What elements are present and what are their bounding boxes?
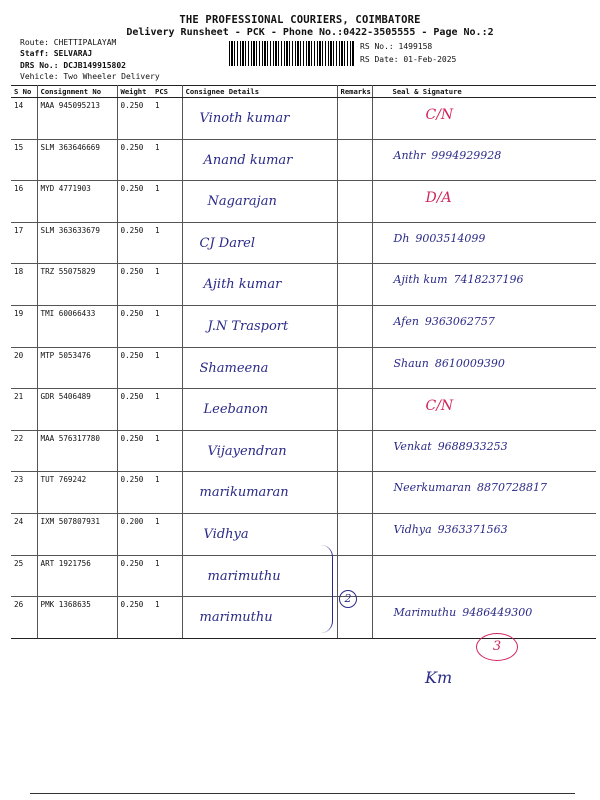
row-phone: 9363062757 [424, 314, 495, 328]
row-pcs: 1 [152, 347, 182, 389]
row-weight: 0.250 [117, 222, 152, 264]
table-row [11, 555, 596, 597]
col-consignee: Consignee Details [182, 86, 337, 98]
row-consignee-cell [182, 305, 337, 347]
row-remarks [337, 472, 372, 514]
row-remarks [337, 389, 372, 431]
col-seal: Seal & Signature [372, 86, 596, 98]
row-consignee-cell [182, 347, 337, 389]
row-seal: C/N [425, 398, 454, 415]
row-consignee-cell [182, 555, 337, 597]
row-consignment-no: TMI 60066433 [37, 305, 117, 347]
row-seal: C/N [425, 107, 454, 123]
col-sno: S No [11, 86, 37, 98]
row-consignee: marimuthu [199, 610, 273, 626]
table-row [11, 305, 596, 347]
row-sno: 14 [11, 98, 37, 140]
row-pcs: 1 [152, 597, 182, 639]
row-pcs: 1 [152, 555, 182, 597]
row-weight: 0.250 [117, 347, 152, 389]
row-consignment-no: TUT 769242 [37, 472, 117, 514]
rs-number: RS No.: 1499158 [360, 42, 433, 51]
row-consignee: Ajith kumar [203, 277, 282, 293]
col-weight: Weight [117, 86, 152, 98]
table-row [11, 222, 596, 264]
row-consignee-cell [182, 430, 337, 472]
row-seal: Neerkumaran [393, 481, 472, 495]
row-consignment-no: MYD 4771903 [37, 181, 117, 223]
row-seal: D/A [425, 190, 452, 207]
row-remarks [337, 430, 372, 472]
row-consignee: Nagarajan [207, 194, 277, 210]
row-seal-cell [372, 305, 596, 347]
row-consignee: J.N Trasport [207, 318, 289, 334]
barcode-image [229, 41, 355, 66]
row-seal-cell [372, 555, 596, 597]
row-phone: 9486449300 [462, 606, 533, 620]
row-consignment-no: MAA 945095213 [37, 98, 117, 140]
vehicle-label: Vehicle: Two Wheeler Delivery [20, 72, 160, 81]
row-consignee: Vinoth kumar [199, 111, 290, 126]
row-consignee-cell [182, 513, 337, 555]
row-consignee-cell [182, 98, 337, 140]
row-seal-cell [372, 347, 596, 389]
row-sno: 25 [11, 555, 37, 597]
row-sno: 26 [11, 597, 37, 639]
row-seal-cell [372, 597, 596, 639]
row-weight: 0.250 [117, 139, 152, 181]
row-remarks [337, 264, 372, 306]
row-consignee: Anand kumar [203, 152, 293, 168]
runsheet-table [11, 85, 596, 639]
table-row [11, 139, 596, 181]
row-pcs: 1 [152, 430, 182, 472]
row-consignment-no: GDR 5406489 [37, 389, 117, 431]
row-phone: 8610009390 [434, 356, 505, 370]
row-pcs: 1 [152, 472, 182, 514]
table-row [11, 513, 596, 555]
row-remarks [337, 513, 372, 555]
row-pcs: 1 [152, 181, 182, 223]
row-sno: 23 [11, 472, 37, 514]
row-weight: 0.250 [117, 305, 152, 347]
row-consignee: CJ Darel [199, 235, 256, 251]
circled-remark: 2 [339, 590, 357, 608]
row-remarks [337, 181, 372, 223]
row-weight: 0.250 [117, 181, 152, 223]
page-bottom-line [30, 793, 575, 794]
row-remarks [337, 139, 372, 181]
col-pcs: PCS [152, 86, 182, 98]
col-consignment: Consignment No [37, 86, 117, 98]
row-sno: 17 [11, 222, 37, 264]
row-phone: 9688933253 [437, 439, 508, 453]
row-consignee-cell [182, 597, 337, 639]
row-pcs: 1 [152, 139, 182, 181]
row-consignment-no: MAA 576317780 [37, 430, 117, 472]
row-weight: 0.250 [117, 555, 152, 597]
row-sno: 15 [11, 139, 37, 181]
table-row [11, 264, 596, 306]
table-row [11, 347, 596, 389]
row-seal: Vidhya [393, 522, 432, 536]
table-row [11, 597, 596, 639]
row-seal-cell [372, 181, 596, 223]
row-consignment-no: TRZ 55075829 [37, 264, 117, 306]
row-seal-cell [372, 389, 596, 431]
table-row [11, 430, 596, 472]
row-seal: Afen [393, 314, 419, 328]
table-row [11, 389, 596, 431]
row-weight: 0.250 [117, 597, 152, 639]
row-sno: 24 [11, 513, 37, 555]
row-sno: 16 [11, 181, 37, 223]
row-sno: 19 [11, 305, 37, 347]
row-seal-cell [372, 513, 596, 555]
row-pcs: 1 [152, 222, 182, 264]
row-sno: 20 [11, 347, 37, 389]
table-row [11, 472, 596, 514]
row-consignee-cell [182, 389, 337, 431]
row-seal-cell [372, 264, 596, 306]
row-consignee-cell [182, 139, 337, 181]
row-seal-cell [372, 98, 596, 140]
row-weight: 0.250 [117, 430, 152, 472]
row-pcs: 1 [152, 389, 182, 431]
drs-number: DRS No.: DCJB149915802 [20, 61, 126, 70]
row-consignment-no: ART 1921756 [37, 555, 117, 597]
staff-label: Staff: SELVARAJ [20, 49, 93, 58]
row-seal: Dh [393, 231, 410, 245]
row-remarks [337, 222, 372, 264]
row-consignee-cell [182, 472, 337, 514]
sheet-title: THE PROFESSIONAL COURIERS, COIMBATORE [179, 14, 421, 26]
row-pcs: 1 [152, 98, 182, 140]
row-consignment-no: SLM 363646669 [37, 139, 117, 181]
row-seal-cell [372, 222, 596, 264]
row-weight: 0.250 [117, 472, 152, 514]
row-phone: 7418237196 [453, 273, 524, 287]
row-seal: Marimuthu [393, 606, 457, 620]
row-seal-cell [372, 472, 596, 514]
row-remarks [337, 305, 372, 347]
row-phone: 8870728817 [477, 481, 548, 495]
row-phone: 9363371563 [437, 522, 508, 536]
row-sno: 21 [11, 389, 37, 431]
table-header-row [11, 86, 596, 98]
row-pcs: 1 [152, 305, 182, 347]
row-consignee: marikumaran [199, 485, 289, 501]
row-remarks [337, 347, 372, 389]
row-seal: Shaun [393, 356, 429, 370]
sheet-subtitle: Delivery Runsheet - PCK - Phone No.:0422-3505555 - Page No.:2 [126, 27, 494, 38]
row-sno: 18 [11, 264, 37, 306]
row-consignee-cell [182, 264, 337, 306]
row-phone: 9003514099 [415, 231, 486, 245]
row-consignment-no: SLM 363633679 [37, 222, 117, 264]
row-consignee: marimuthu [207, 568, 281, 584]
row-consignee-cell [182, 181, 337, 223]
row-consignee: Leebanon [203, 402, 269, 418]
table-row [11, 98, 596, 140]
row-pcs: 1 [152, 264, 182, 306]
handwritten-bracket [318, 545, 333, 633]
row-consignee: Shameena [199, 360, 269, 376]
row-seal-cell [372, 430, 596, 472]
row-seal: Anthr [393, 148, 426, 162]
route-label: Route: CHETTIPALAYAM [20, 38, 117, 47]
row-consignee: Vidhya [203, 526, 249, 542]
row-consignment-no: PMK 1368635 [37, 597, 117, 639]
row-pcs: 1 [152, 513, 182, 555]
row-remarks [337, 98, 372, 140]
row-sno: 22 [11, 430, 37, 472]
handwritten-initials: Km [425, 668, 453, 687]
table-row [11, 181, 596, 223]
row-weight: 0.200 [117, 513, 152, 555]
row-consignment-no: MTP 5053476 [37, 347, 117, 389]
row-weight: 0.250 [117, 389, 152, 431]
col-remarks: Remarks [337, 86, 372, 98]
row-weight: 0.250 [117, 264, 152, 306]
row-seal: Ajith kum [393, 273, 448, 287]
circled-total: 3 [476, 633, 518, 661]
row-consignment-no: IXM 507807931 [37, 513, 117, 555]
row-consignee-cell [182, 222, 337, 264]
row-phone: 9994929928 [431, 148, 502, 162]
row-seal-cell [372, 139, 596, 181]
row-weight: 0.250 [117, 98, 152, 140]
row-seal: Venkat [393, 439, 432, 453]
row-consignee: Vijayendran [207, 443, 287, 459]
rs-date: RS Date: 01-Feb-2025 [360, 55, 457, 64]
